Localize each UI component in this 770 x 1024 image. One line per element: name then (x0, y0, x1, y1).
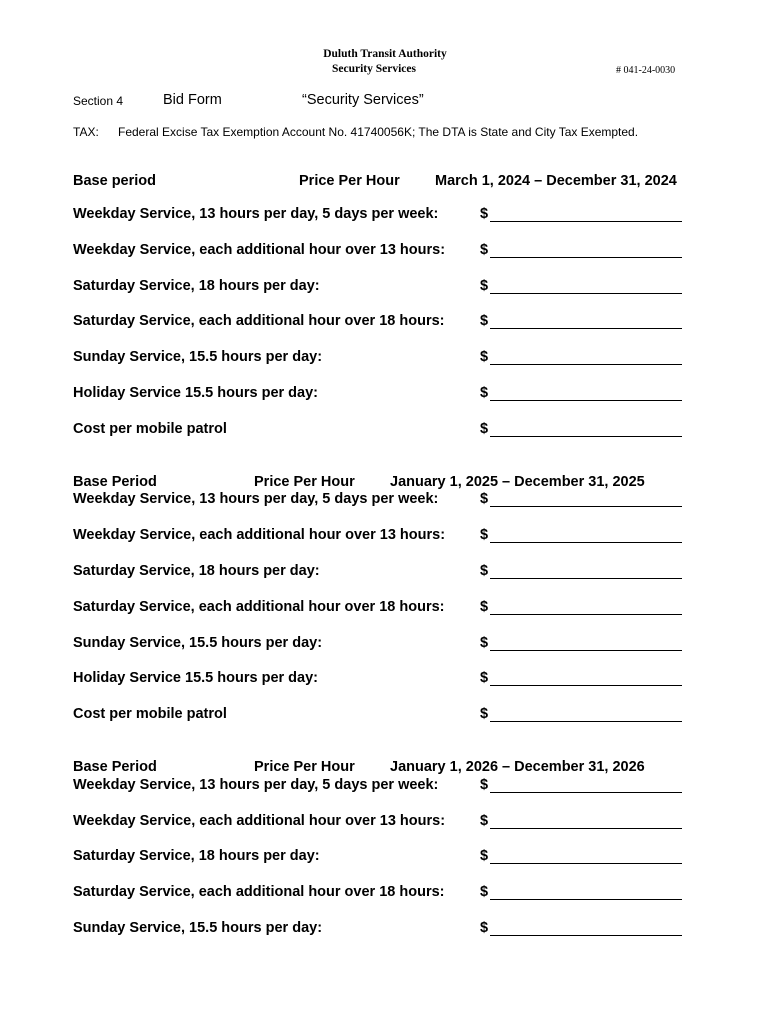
price-blank-field[interactable] (490, 828, 682, 829)
dollar-sign: $ (480, 421, 489, 437)
price-blank-field[interactable] (490, 792, 682, 793)
service-label: Weekday Service, each additional hour over 13 hours: (73, 813, 446, 829)
form-name: Bid Form (163, 92, 222, 108)
price-blank-field[interactable] (490, 506, 682, 507)
service-label: Saturday Service, each additional hour over 18 hours: (73, 599, 445, 615)
price-blank-field[interactable] (490, 293, 682, 294)
price-row (73, 206, 685, 226)
price-blank-field[interactable] (490, 935, 682, 936)
price-row (73, 491, 685, 511)
price-blank-field[interactable] (490, 257, 682, 258)
price-row (73, 706, 685, 726)
price-per-hour-label: Price Per Hour (254, 759, 355, 775)
dollar-sign: $ (480, 706, 489, 722)
service-label: Cost per mobile patrol (73, 421, 227, 437)
period-dates: January 1, 2026 – December 31, 2026 (390, 759, 645, 775)
price-row (73, 777, 685, 797)
tax-label: TAX: (73, 125, 99, 139)
price-row (73, 278, 685, 298)
price-blank-field[interactable] (490, 542, 682, 543)
form-title: “Security Services” (302, 92, 424, 108)
service-label: Saturday Service, 18 hours per day: (73, 278, 320, 294)
dollar-sign: $ (480, 278, 489, 294)
dollar-sign: $ (480, 670, 489, 686)
tax-text: Federal Excise Tax Exemption Account No. 41740056K; The DTA is State and City Tax Exempted. (118, 125, 639, 139)
service-label: Weekday Service, each additional hour over 13 hours: (73, 242, 446, 258)
price-row (73, 599, 685, 619)
price-row (73, 635, 685, 655)
service-label: Weekday Service, each additional hour over 13 hours: (73, 527, 446, 543)
price-per-hour-label: Price Per Hour (254, 474, 355, 490)
period-label: Base Period (73, 474, 157, 490)
period-dates: January 1, 2025 – December 31, 2025 (390, 474, 645, 490)
price-blank-field[interactable] (490, 863, 682, 864)
dollar-sign: $ (480, 635, 489, 651)
period-label: Base Period (73, 759, 157, 775)
price-blank-field[interactable] (490, 364, 682, 365)
service-label: Holiday Service 15.5 hours per day: (73, 385, 318, 401)
price-row (73, 563, 685, 583)
service-label: Holiday Service 15.5 hours per day: (73, 670, 318, 686)
price-blank-field[interactable] (490, 614, 682, 615)
dollar-sign: $ (480, 848, 489, 864)
dollar-sign: $ (480, 349, 489, 365)
dollar-sign: $ (480, 813, 489, 829)
price-blank-field[interactable] (490, 685, 682, 686)
service-label: Saturday Service, 18 hours per day: (73, 563, 320, 579)
dollar-sign: $ (480, 242, 489, 258)
org-subtitle: Security Services (332, 63, 416, 75)
price-row (73, 813, 685, 833)
dollar-sign: $ (480, 777, 489, 793)
dollar-sign: $ (480, 599, 489, 615)
price-row (73, 242, 685, 262)
price-row (73, 421, 685, 441)
service-label: Sunday Service, 15.5 hours per day: (73, 635, 323, 651)
service-label: Weekday Service, 13 hours per day, 5 days per week: (73, 491, 439, 507)
price-blank-field[interactable] (490, 436, 682, 437)
dollar-sign: $ (480, 313, 489, 329)
price-row (73, 920, 685, 940)
service-label: Sunday Service, 15.5 hours per day: (73, 920, 323, 936)
dollar-sign: $ (480, 920, 489, 936)
section-number: Section 4 (73, 94, 124, 108)
price-per-hour-label: Price Per Hour (299, 173, 400, 189)
price-blank-field[interactable] (490, 328, 682, 329)
price-blank-field[interactable] (490, 400, 682, 401)
price-row (73, 349, 685, 369)
price-blank-field[interactable] (490, 221, 682, 222)
service-label: Sunday Service, 15.5 hours per day: (73, 349, 323, 365)
price-row (73, 313, 685, 333)
dollar-sign: $ (480, 385, 489, 401)
price-row (73, 385, 685, 405)
price-row (73, 527, 685, 547)
price-row (73, 884, 685, 904)
service-label: Cost per mobile patrol (73, 706, 227, 722)
price-row (73, 670, 685, 690)
dollar-sign: $ (480, 527, 489, 543)
service-label: Saturday Service, each additional hour over 18 hours: (73, 884, 445, 900)
dollar-sign: $ (480, 206, 489, 222)
price-row (73, 848, 685, 868)
org-name: Duluth Transit Authority (323, 48, 447, 60)
service-label: Weekday Service, 13 hours per day, 5 days per week: (73, 777, 439, 793)
period-dates: March 1, 2024 – December 31, 2024 (435, 173, 677, 189)
service-label: Weekday Service, 13 hours per day, 5 days per week: (73, 206, 439, 222)
price-blank-field[interactable] (490, 899, 682, 900)
period-label: Base period (73, 173, 156, 189)
dollar-sign: $ (480, 563, 489, 579)
price-blank-field[interactable] (490, 650, 682, 651)
service-label: Saturday Service, 18 hours per day: (73, 848, 320, 864)
price-blank-field[interactable] (490, 721, 682, 722)
dollar-sign: $ (480, 884, 489, 900)
price-blank-field[interactable] (490, 578, 682, 579)
dollar-sign: $ (480, 491, 489, 507)
service-label: Saturday Service, each additional hour over 18 hours: (73, 313, 445, 329)
document-number: # 041-24-0030 (616, 65, 676, 76)
